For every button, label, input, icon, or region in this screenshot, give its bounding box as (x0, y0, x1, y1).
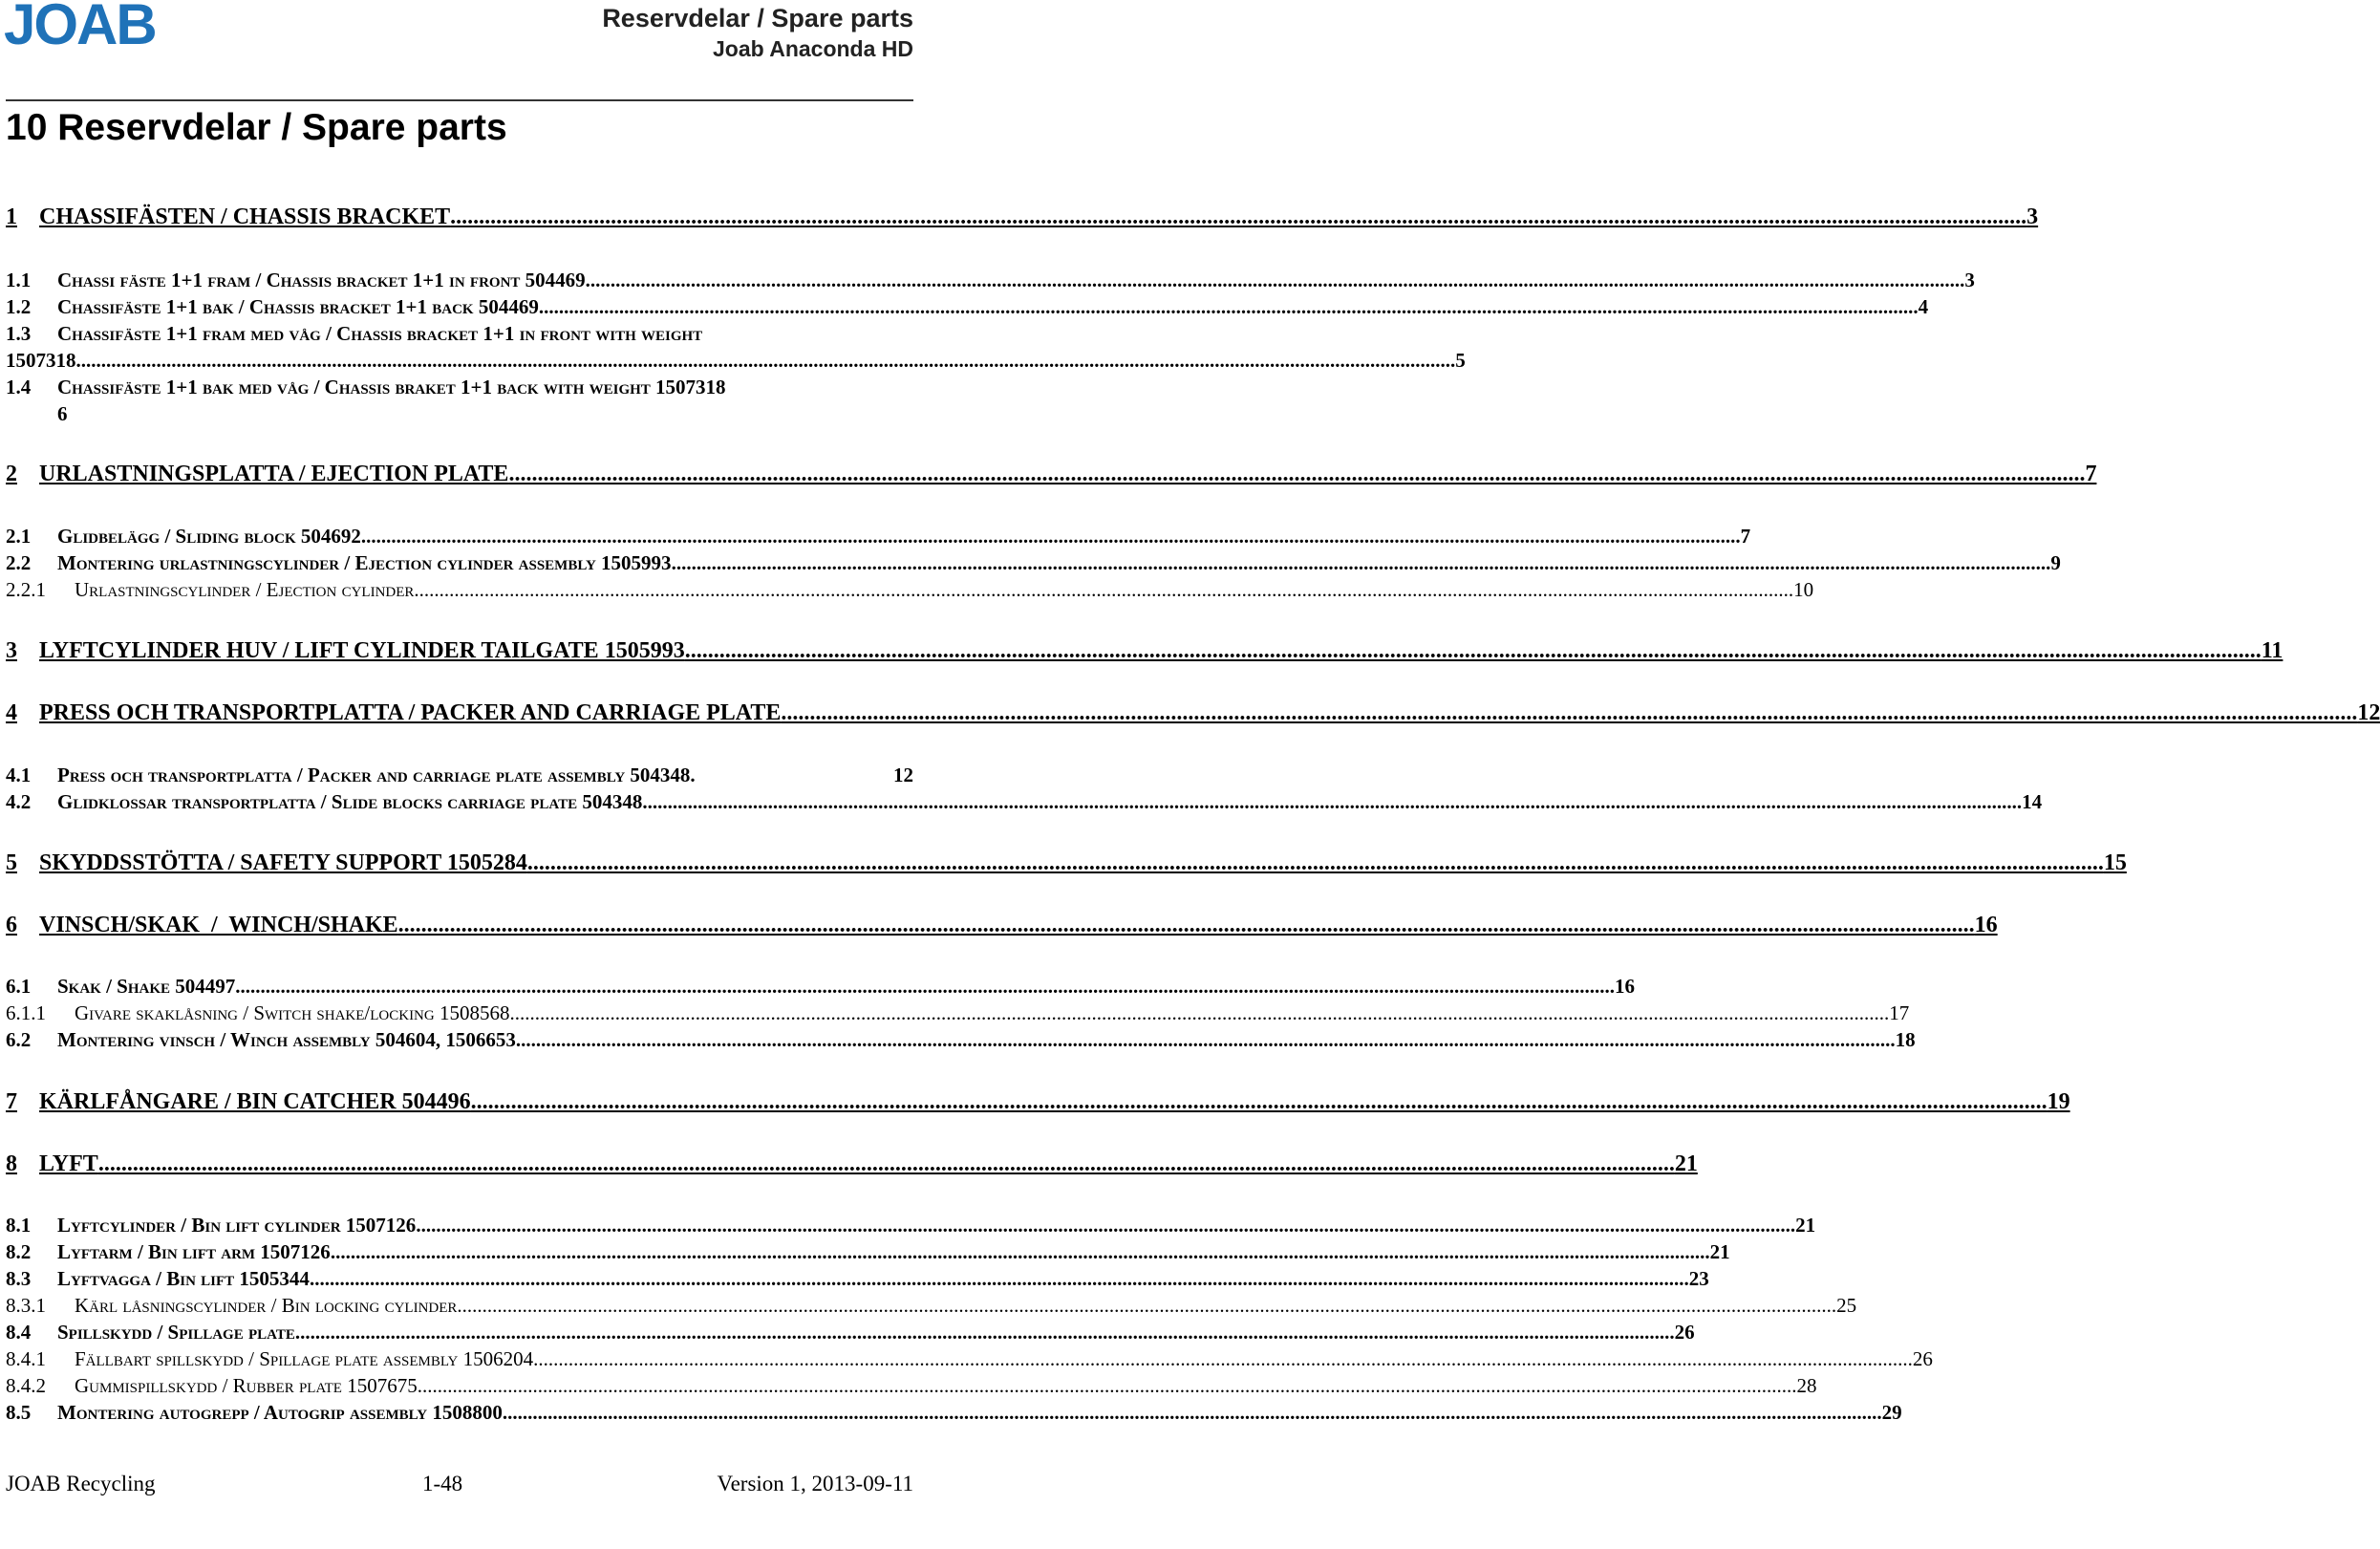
toc-entry-8-3[interactable]: 8.3 Lyftvagga / Bin lift 1505344 ..... 23 (6, 1267, 913, 1291)
toc-entry-8-1[interactable]: 8.1 Lyftcylinder / Bin lift cylinder 1507126 ..... 21 (6, 1214, 913, 1237)
toc-entry-4[interactable]: 4 PRESS OCH TRANSPORTPLATTA / PACKER AND CARRIAGE PLATE ..... 12 (6, 700, 913, 726)
toc-entry-1-4[interactable]: 1.4 Chassifäste 1+1 bak med våg / Chassis braket 1+1 back with weight 1507318 (6, 376, 726, 398)
toc-entry-2-1[interactable]: 2.1 Glidbelägg / Sliding block 504692 ..... 7 (6, 525, 913, 549)
toc-entry-2-2-1[interactable]: 2.2.1 Urlastningscylinder / Ejection cylinder ..... 10 (6, 578, 913, 602)
toc-entry-8-2[interactable]: 8.2 Lyftarm / Bin lift arm 1507126 ..... 21 (6, 1240, 913, 1264)
toc-entry-8-3-1[interactable]: 8.3.1 Kärl låsningscylinder / Bin locking cylinder ..... 25 (6, 1294, 913, 1318)
header-title: Reservdelar / Spare parts (602, 4, 913, 32)
toc-entry-6-1[interactable]: 6.1 Skak / Shake 504497 ..... 16 (6, 975, 913, 999)
page-title: 10 Reservdelar / Spare parts (6, 107, 507, 148)
toc-entry-5[interactable]: 5 SKYDDSSTÖTTA / SAFETY SUPPORT 1505284 ..... 15 (6, 850, 913, 876)
toc-entry-1-3-cont[interactable]: 1507318 ..... 5 (6, 349, 913, 373)
toc-entry-1-2[interactable]: 1.2 Chassifäste 1+1 bak / Chassis bracket 1+1 back 504469 ..... 4 (6, 295, 913, 319)
toc-entry-8-4-1[interactable]: 8.4.1 Fällbart spillskydd / Spillage plate assembly 1506204 ..... 26 (6, 1347, 913, 1371)
toc-entry-3[interactable]: 3 LYFTCYLINDER HUV / LIFT CYLINDER TAILGATE 1505993 ..... 11 (6, 638, 913, 664)
header-subtitle: Joab Anaconda HD (712, 36, 913, 61)
toc-entry-4-2[interactable]: 4.2 Glidklossar transportplatta / Slide blocks carriage plate 504348 ..... 14 (6, 790, 913, 814)
toc-entry-8[interactable]: 8 LYFT ..... 21 (6, 1151, 913, 1177)
toc-entry-6-2[interactable]: 6.2 Montering vinsch / Winch assembly 504604, 1506653 ..... 18 (6, 1028, 913, 1052)
toc-entry-6[interactable]: 6 VINSCH/SKAK / WINCH/SHAKE ..... 16 (6, 913, 913, 938)
toc-entry-1-3[interactable]: 1.3 Chassifäste 1+1 fram med våg / Chassis bracket 1+1 in front with weight (6, 322, 703, 345)
toc-entry-1[interactable]: 1 CHASSIFÄSTEN / CHASSIS BRACKET ..... 3 (6, 204, 913, 230)
footer-version: Version 1, 2013-09-11 (717, 1472, 913, 1495)
toc-entry-1-4-page: 6 (57, 402, 68, 425)
toc-entry-1-1[interactable]: 1.1 Chassi fäste 1+1 fram / Chassis bracket 1+1 in front 504469 ..... 3 (6, 269, 913, 292)
toc-entry-8-4-2[interactable]: 8.4.2 Gummispillskydd / Rubber plate 1507675 ..... 28 (6, 1374, 913, 1398)
footer-company: JOAB Recycling (6, 1472, 156, 1495)
footer-page-number: 1-48 (422, 1472, 463, 1495)
toc-entry-8-4[interactable]: 8.4 Spillskydd / Spillage plate ..... 26 (6, 1321, 913, 1345)
toc-entry-2[interactable]: 2 URLASTNINGSPLATTA / EJECTION PLATE ..... 7 (6, 462, 913, 487)
toc-entry-8-5[interactable]: 8.5 Montering autogrepp / Autogrip assembly 1508800 ..... 29 (6, 1401, 913, 1425)
toc-entry-7[interactable]: 7 KÄRLFÅNGARE / BIN CATCHER 504496 ..... 19 (6, 1089, 913, 1115)
joab-logo: JOAB (4, 0, 156, 56)
toc-entry-2-2[interactable]: 2.2 Montering urlastningscylinder / Ejection cylinder assembly 1505993 ..... 9 (6, 551, 913, 575)
toc-entry-6-1-1[interactable]: 6.1.1 Givare skaklåsning / Switch shake/locking 1508568 ..... 17 (6, 1001, 913, 1025)
table-of-contents (6, 0, 2380, 1549)
toc-entry-4-1[interactable]: 4.1 Press och transportplatta / Packer and carriage plate assembly 504348. 12 (6, 764, 913, 786)
